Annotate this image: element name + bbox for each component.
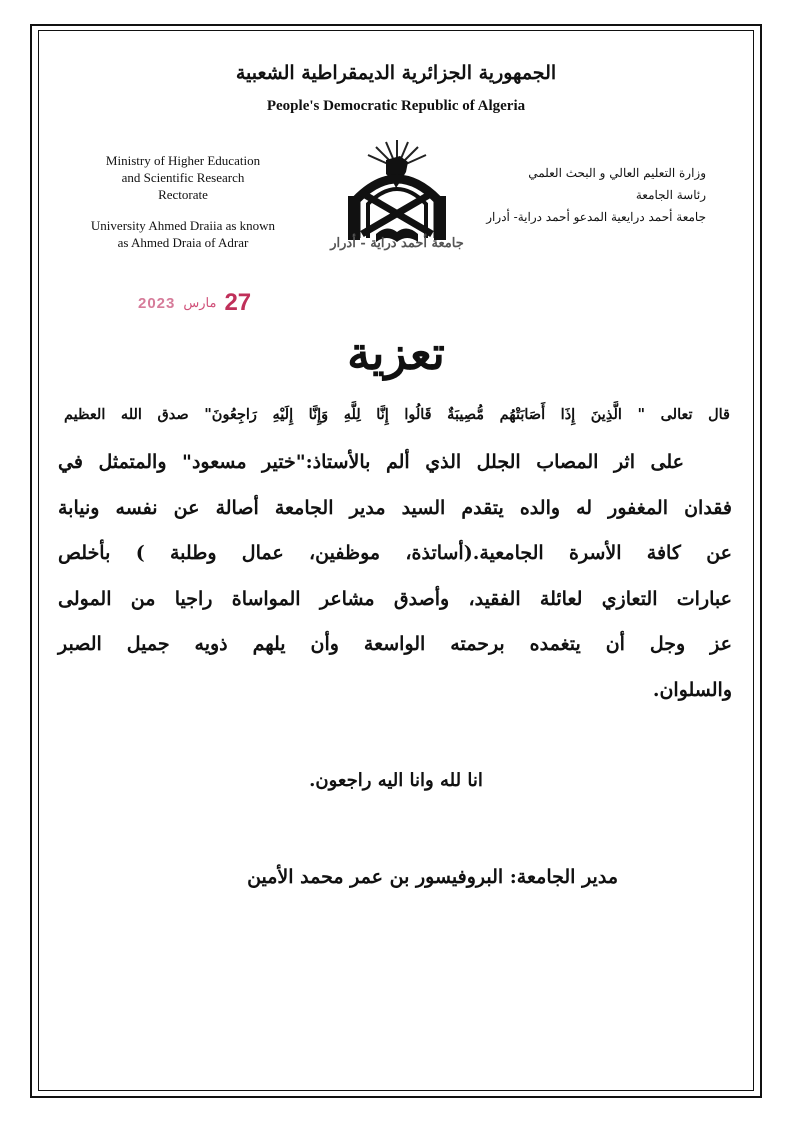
stamp-day: 27 bbox=[224, 289, 252, 316]
closing-phrase: انا لله وانا اليه راجعون. bbox=[309, 770, 483, 791]
body-line: عن كافة الأسرة الجامعية.(أساتذة، موظفين، عمال وطلبة ) بأخلص bbox=[58, 542, 732, 564]
body-line: والسلوان. bbox=[652, 678, 732, 701]
rectorate-line: Rectorate bbox=[158, 187, 208, 202]
document-page bbox=[38, 30, 754, 1091]
university-emblem-icon bbox=[342, 138, 452, 250]
rectorate-line-ar: رئاسة الجامعة bbox=[635, 188, 706, 202]
ministry-line-ar: وزارة التعليم العالي و البحث العلمي bbox=[528, 166, 706, 180]
body-line: فقدان المغفور له والده يتقدم السيد مدير الجامعة أصالة عن نفسه ونيابة bbox=[58, 496, 732, 519]
republic-arabic: الجمهورية الجزائرية الديمقراطية الشعبية bbox=[235, 62, 557, 84]
condolence-body bbox=[58, 440, 732, 713]
university-line-ar: جامعة أحمد درايعية المدعو أحمد دراية- أدرار bbox=[486, 210, 706, 224]
university-line: University Ahmed Draiia as known bbox=[90, 218, 276, 233]
body-line: عز وجل أن يتغمده برحمته الواسعة وأن يلهم ذويه جميل الصبر bbox=[58, 633, 732, 655]
stamp-month: مارس bbox=[183, 295, 217, 311]
signature-line: مدير الجامعة: البروفيسور بن عمر محمد الأمين bbox=[247, 866, 618, 888]
body-line: عبارات التعازي لعائلة الفقيد، وأصدق مشاعر المواساة راجيا من المولى bbox=[58, 587, 732, 610]
university-line: as Ahmed Draia of Adrar bbox=[117, 235, 249, 250]
body-line: على اثر المصاب الجلل الذي ألم بالأستاذ:"ختير مسعود" والمتمثل في bbox=[58, 451, 684, 473]
ministry-english-block bbox=[78, 152, 288, 251]
ministry-line: Ministry of Higher Education bbox=[105, 153, 261, 168]
ministry-line: and Scientific Research bbox=[121, 170, 245, 185]
stamp-year: 2023 bbox=[138, 294, 176, 312]
page-title: تعزية bbox=[347, 326, 445, 380]
ministry-arabic-block bbox=[476, 162, 706, 228]
date-stamp bbox=[138, 288, 251, 318]
emblem-caption: جامعة أحمد دراية - أدرار bbox=[330, 236, 464, 251]
republic-english: People's Democratic Republic of Algeria bbox=[266, 98, 526, 114]
quran-verse: قال تعالى " الَّذِينَ إِذَا أَصَابَتْهُم مُّصِيبَةٌ قَالُوا إِنَّا لِلَّهِ وَإِنَّا إِلَيْهِ رَاجِعُونَ" صدق الله العظيم bbox=[64, 406, 730, 423]
